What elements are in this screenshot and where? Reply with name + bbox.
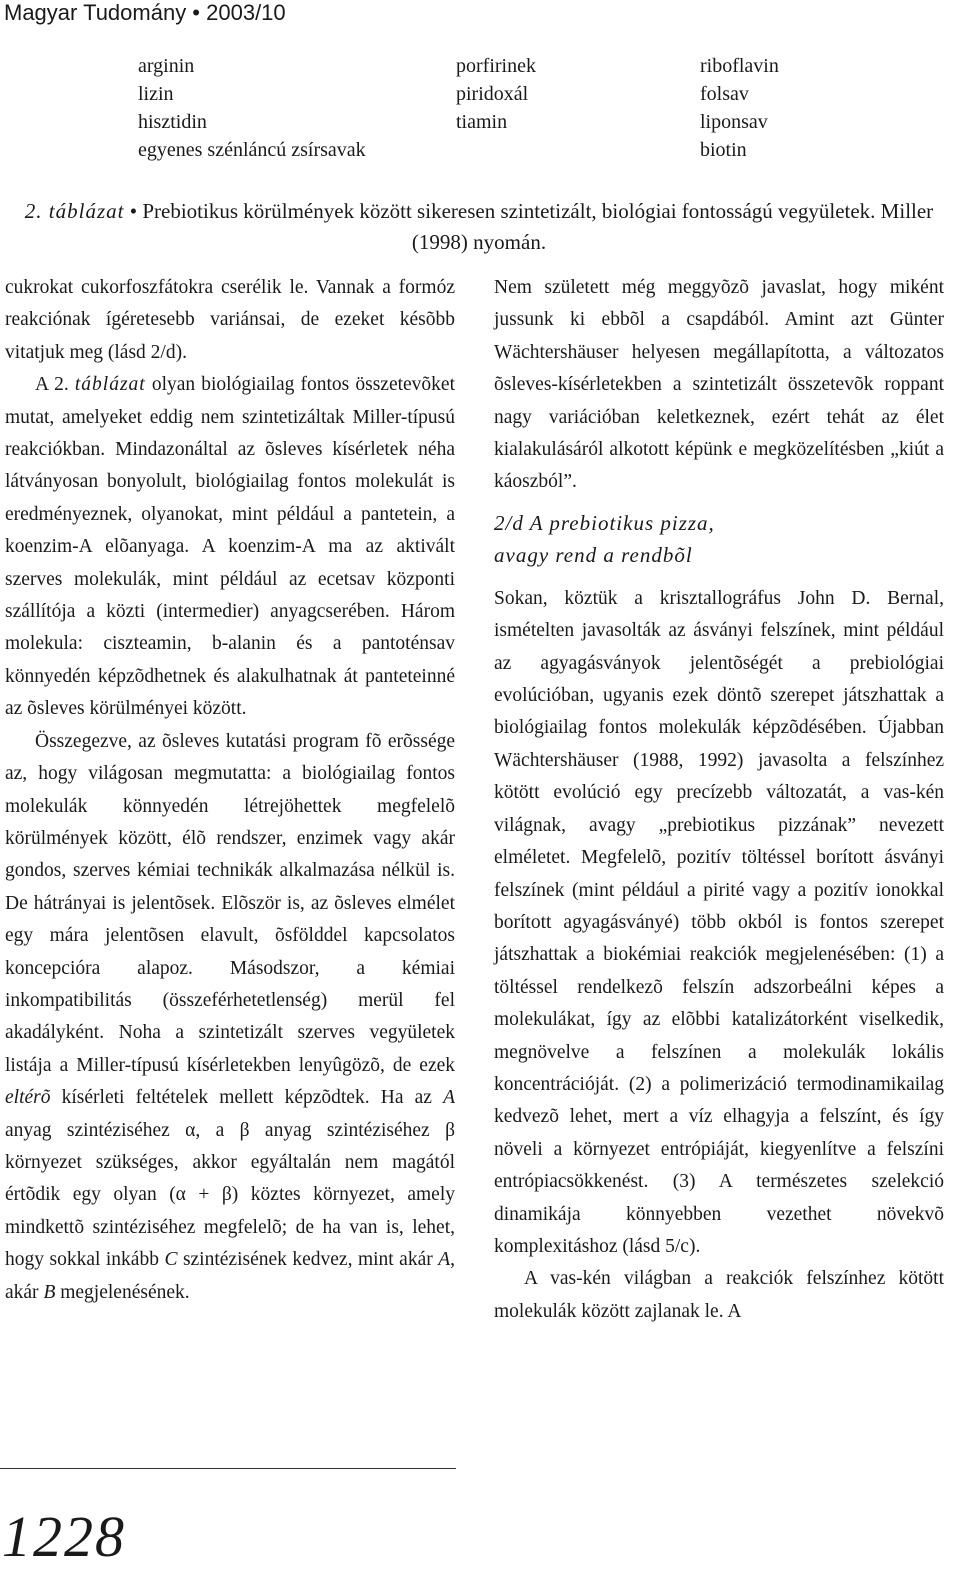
journal-header: Magyar Tudomány • 2003/10 [4,0,286,25]
paragraph: Sokan, köztük a krisztallográfus John D. Bernal, ismételten javasolták az ásványi felszínek, mint például az agyagásványok jelentõségét a prebiológiai evolúcióban, ugyanis ezek döntõ szerepet játszhattak a biológiailag fontos molekulák képzõdésében. Újabban Wächtershäuser (1988, 1992) javasolta a felszínhez kötött evolúció egy precízebb változatát, a vas-kén világnak, avagy „prebiotikus pizzának” nevezett elméletet. Megfelelõ, pozitív töltéssel borított ásványi felszínek (mint például a pirité vagy a pozitív ionokkal borított agyagásványé) több okból is fontos szerepet játszhattak a biokémiai reakciók megjelenésében: (1) a töltéssel rendelkezõ felszín adszorbeálni képes a molekulákat, így az elõbbi katalizátorként viselkedik, megnövelve a felszínen a molekulák lokális koncentrációját. (2) a polimerizáció termodinamikailag kedvezõ lehet, mert a víz elhagyja a felszínt, és így növeli a környezet entrópiáját, kiegyenlítve a felszíni entrópiacsökkenést. (3) A természetes szelekció dinamikája könnyebben vezethet növekvõ komplexitáshoz (lásd 5/c). [494,587,944,1257]
section-heading [494,507,944,571]
emphasis: A [438,1249,451,1271]
caption-text: Prebiotikus körülmények között sikeresen szintetizált, biológiai fontosságú vegyületek. Miller (1998) nyomán. [142,199,934,254]
text-run: szintézisének kedvez, mint akár [182,1249,433,1271]
footer-divider [0,1468,456,1469]
text-run: olyan biológiailag fontos összetevõket mutat, amelyeket eddig nem szintetizáltak Miller-típusú reakciókban. Mindazonáltal az õsleves kísérletek néha látványosan bonyolult, biológiailag fontos molekulát is eredményeznek, olyanokat, mint például a pantetein, a koenzim-A elõanyaga. A koenzim-A ma az aktivált szerves molekulák, mint például az ecetsav központi szállítója a közti (intermedier) anyagcserében. Három molekula: ciszteamin, b-alanin és a pantoténsav könnyedén képzõdhetnek és alakulhatnak át panteteinné az õsleves körülményei között. [5,374,455,720]
paragraph: A vas-kén világban a reakciók felszínhez kötött molekulák között zajlanak le. A [494,1268,944,1322]
table-cell: tiamin [456,111,508,133]
left-column [5,272,455,1309]
text-run: A 2. [35,374,69,396]
table-reference: táblázat [74,374,146,396]
text-run: anyag szintéziséhez α, a β anyag szintéziséhez β környezet szükséges, akkor egyáltalán nem magától értõdik egy olyan (α + β) köztes környezet, amely mindkettõ szintéziséhez megfelelõ; de ha van is, lehet, hogy sokkal inkább [5,1119,455,1271]
table-cell: arginin [138,55,195,77]
table-cell: porfirinek [456,55,536,77]
page-number: 1228 [2,1504,126,1569]
table-cell: piridoxál [456,83,529,105]
table-cell: folsav [700,83,749,105]
emphasis: eltérõ [5,1087,51,1109]
text-run: , akár [5,1249,456,1303]
caption-label: 2. táblázat [24,199,125,223]
emphasis: B [43,1281,56,1303]
table-cell: hisztidin [138,111,207,133]
table-column-1 [138,52,366,164]
text-run: Összegezve, az õsleves kutatási program fõ erõssége az, hogy világosan megmutatta: a biológiailag fontos molekulák könnyedén létrejöhettek megfelelõ körülmények között, élõ rendszer, enzimek vagy akár gondos, szerves kémiai technikák alkalmazása nélkül is. De hátrányai is jelentõsek. Elõször is, az õsleves elmélet egy mára jelentõsen elavult, õsfölddel kapcsolatos koncepcióra alapoz. Másodszor, a kémiai inkompatibilitás (összeférhetetlenség) merül fel akadályként. Noha a szintetizált szerves vegyületek listája a Miller-típusú kísérletekben lenyûgözõ, de ezek [5,730,455,1076]
table-caption [14,196,944,258]
text-run: kísérleti feltételek mellett képzõdtek. Ha az [61,1087,432,1109]
paragraph: Nem született még meggyõzõ javaslat, hogy miként jussunk ki ebbõl a csapdából. Amint azt Günter Wächtershäuser helyesen megállapította, a változatos õsleves-kísérletekben a szintetizált összetevõk roppant nagy variációban keletkeznek, ezért tehát az élet kialakulásáról alkotott képünk e megközelítésben „kiút a káoszból”. [494,277,944,493]
table-cell: biotin [700,139,747,161]
paragraph [5,726,455,1309]
emphasis: C [164,1249,178,1271]
caption-bullet: • [129,199,138,223]
table-cell: riboflavin [700,55,779,77]
paragraph: cukrokat cukorfoszfátokra cserélik le. Vannak a formóz reakciónak ígéretesebb variánsai, de ezeket késõbb vitatjuk meg (lásd 2/d). [5,277,455,363]
section-heading-line: avagy rend a rendbõl [494,542,693,567]
table-cell: lizin [138,83,174,105]
table-column-3 [700,52,779,164]
emphasis: A [443,1087,456,1109]
text-run: megjelenésének. [60,1281,190,1303]
table-cell: egyenes szénláncú zsírsavak [138,139,366,161]
paragraph [5,369,455,725]
section-heading-line: 2/d A prebiotikus pizza, [494,510,715,535]
right-column [494,272,944,1328]
table-cell: liponsav [700,111,768,133]
table-column-2 [456,52,536,136]
